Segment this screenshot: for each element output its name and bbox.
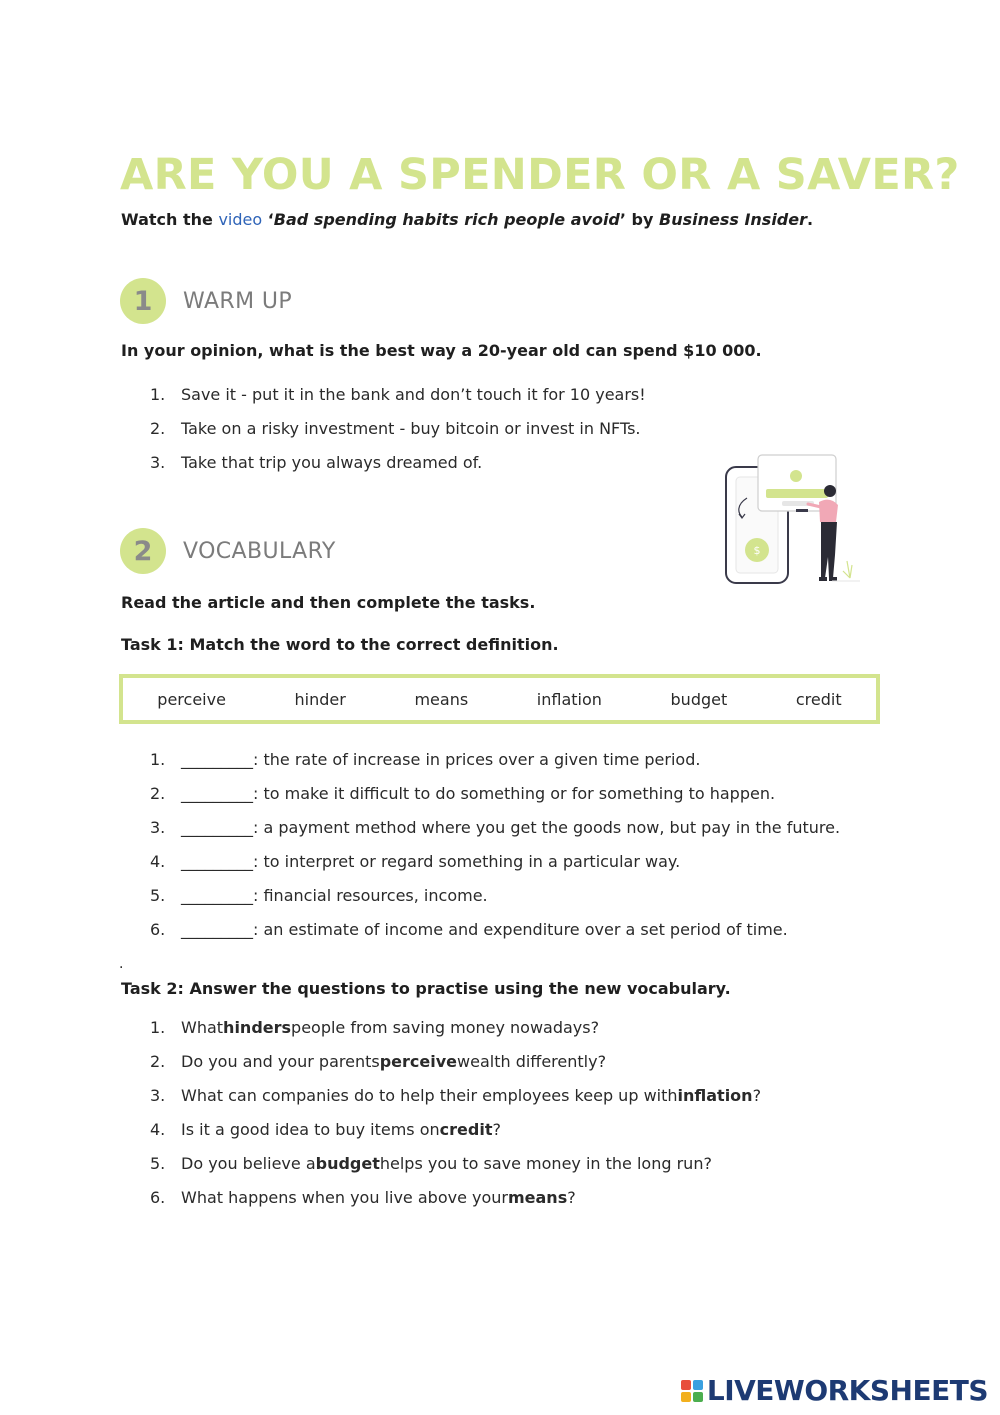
section-vocabulary-header bbox=[120, 527, 336, 575]
brand-name: LIVEWORKSHEETS bbox=[706, 1374, 988, 1407]
list-item: 3. Take that trip you always dreamed of. bbox=[150, 453, 483, 472]
video-source: Business Insider bbox=[659, 210, 807, 229]
word-bank-item[interactable]: means bbox=[414, 689, 469, 709]
word-bank-item[interactable]: perceive bbox=[157, 689, 226, 709]
liveworksheets-logo-icon bbox=[681, 1380, 703, 1402]
word-bank-item[interactable]: inflation bbox=[536, 689, 602, 709]
subtitle-suffix: . bbox=[807, 210, 814, 229]
subtitle-quote-open: ‘ bbox=[262, 210, 274, 229]
list-item: 6. What happens when you live above your means ? bbox=[150, 1188, 576, 1207]
word-bank-item[interactable]: budget bbox=[670, 689, 728, 709]
subtitle bbox=[121, 210, 813, 229]
section-warm-up-header bbox=[120, 277, 292, 325]
task1-heading: Task 1: Match the word to the correct definition. bbox=[121, 635, 559, 654]
answer-blank[interactable]: _________ bbox=[181, 852, 253, 871]
liveworksheets-logo[interactable] bbox=[681, 1374, 988, 1407]
separator-dot: . bbox=[119, 956, 124, 972]
question-list bbox=[150, 1018, 761, 1222]
subtitle-quote-close: ’ by bbox=[619, 210, 659, 229]
list-item: 6. _________ : an estimate of income and expenditure over a set period of time. bbox=[150, 920, 788, 939]
list-item: 3. _________ : a payment method where you get the goods now, but pay in the future. bbox=[150, 818, 841, 837]
list-item: 2. Take on a risky investment - buy bitcoin or invest in NFTs. bbox=[150, 419, 641, 438]
video-title: Bad spending habits rich people avoid bbox=[273, 210, 620, 229]
task2-heading: Task 2: Answer the questions to practise using the new vocabulary. bbox=[121, 979, 731, 998]
list-item: 2. _________ : to make it difficult to do something or for something to happen. bbox=[150, 784, 776, 803]
answer-blank[interactable]: _________ bbox=[181, 818, 253, 837]
list-item: 1. _________ : the rate of increase in prices over a given time period. bbox=[150, 750, 701, 769]
mobile-payment-illustration bbox=[722, 453, 862, 588]
list-item: 4. Is it a good idea to buy items on credit ? bbox=[150, 1120, 501, 1139]
list-item: 3. What can companies do to help their employees keep up with inflation ? bbox=[150, 1086, 762, 1105]
vocabulary-instruction: Read the article and then complete the tasks. bbox=[121, 593, 536, 612]
word-bank-item[interactable]: credit bbox=[795, 689, 842, 709]
word-bank-item[interactable]: hinder bbox=[294, 689, 346, 709]
section-number-badge: 1 bbox=[120, 278, 166, 324]
list-item: 5. _________ : financial resources, income. bbox=[150, 886, 488, 905]
list-item: 4. _________ : to interpret or regard something in a particular way. bbox=[150, 852, 681, 871]
answer-blank[interactable]: _________ bbox=[181, 750, 253, 769]
warm-up-options bbox=[150, 385, 646, 487]
list-item: 5. Do you believe a budget helps you to save money in the long run? bbox=[150, 1154, 712, 1173]
list-item: 1. What hinders people from saving money nowadays? bbox=[150, 1018, 600, 1037]
definition-list bbox=[150, 750, 840, 954]
svg-text:$: $ bbox=[753, 544, 761, 557]
section-number-badge: 2 bbox=[120, 528, 166, 574]
warm-up-question: In your opinion, what is the best way a 20-year old can spend $10 000. bbox=[121, 341, 762, 360]
section-title: WARM UP bbox=[183, 288, 293, 314]
page-title: ARE YOU A SPENDER OR A SAVER? bbox=[120, 150, 960, 200]
answer-blank[interactable]: _________ bbox=[181, 886, 253, 905]
answer-blank[interactable]: _________ bbox=[181, 920, 253, 939]
list-item: 1. Save it - put it in the bank and don’t touch it for 10 years! bbox=[150, 385, 646, 404]
video-link[interactable]: video bbox=[218, 210, 263, 229]
word-bank bbox=[119, 674, 880, 724]
section-title: VOCABULARY bbox=[183, 538, 336, 564]
answer-blank[interactable]: _________ bbox=[181, 784, 253, 803]
list-item: 2. Do you and your parents perceive wealth differently? bbox=[150, 1052, 607, 1071]
subtitle-prefix: Watch the bbox=[121, 210, 219, 229]
